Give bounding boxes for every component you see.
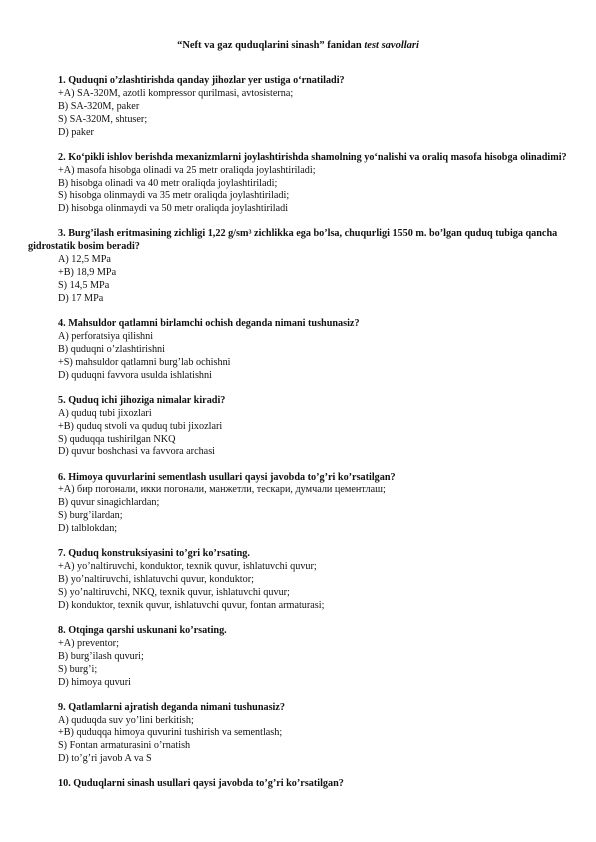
- option-2s: S) hisobga olinmaydi va 35 metr oraliqda joylashtiriladi;: [58, 190, 290, 202]
- question-7-text: 7. Quduq konstruksiyasini to’gri ko’rsating.: [58, 548, 250, 560]
- option-2b: B) hisobga olinadi va 40 metr oraliqda joylashtiriladi;: [58, 177, 278, 189]
- option-7d: D) konduktor, texnik quvur, ishlatuvchi quvur, fontan armaturasi;: [58, 599, 325, 611]
- option-2d: D) hisobga olinmaydi va 50 metr oraliqda joylashtiriladi: [58, 203, 289, 215]
- option-4a: A) perforatsiya qilishni: [58, 330, 154, 342]
- question-8: [28, 625, 568, 690]
- option-7a: +A) yo’naltiruvchi, konduktor, texnik quvur, ishlatuvchi quvur;: [58, 561, 317, 573]
- option-4s: +S) mahsuldor qatlamni burg’lab ochishni: [58, 356, 231, 368]
- question-4-text: 4. Mahsuldor qatlamni birlamchi ochish deganda nimani tushunasiz?: [58, 318, 360, 330]
- question-10: [28, 778, 568, 791]
- option-6s: S) burg’ilardan;: [58, 510, 123, 522]
- option-5a: A) quduq tubi jixozlari: [58, 407, 152, 419]
- option-8b: B) burg’ilash quvuri;: [58, 650, 144, 662]
- option-9b: +B) quduqqa himoya quvurini tushirish va sementlash;: [58, 727, 283, 739]
- option-2a: +A) masofa hisobga olinadi va 25 metr oraliqda joylashtiriladi;: [58, 164, 316, 176]
- option-4d: D) quduqni favvora usulda ishlatishni: [58, 369, 212, 381]
- question-8-text: 8. Otqinga qarshi uskunani ko’rsating.: [58, 624, 227, 636]
- question-3: [28, 228, 568, 305]
- question-4: [28, 318, 568, 383]
- question-9: [28, 702, 568, 767]
- question-list: [28, 75, 568, 803]
- option-8s: S) burg’i;: [58, 663, 98, 675]
- question-2: [28, 152, 568, 217]
- option-8a: +A) preventor;: [58, 637, 119, 649]
- option-7b: B) yo’naltiruvchi, ishlatuvchi quvur, konduktor;: [58, 574, 254, 586]
- question-3-text: 3. Burg’ilash eritmasining zichligi 1,22 g/sm³ zichlikka ega bo’lsa, chuqurligi 1550 m. bo’lgan quduq tubiga qancha gidrostatik bosim beradi?: [28, 228, 558, 253]
- option-6d: D) talblokdan;: [58, 523, 118, 535]
- option-3s: S) 14,5 MPa: [58, 280, 110, 292]
- question-6: [28, 472, 568, 537]
- option-7s: S) yo’naltiruvchi, NKQ, texnik quvur, ishlatuvchi quvur;: [58, 586, 290, 598]
- option-1b: B) SA-320M, paker: [58, 100, 140, 112]
- question-7: [28, 548, 568, 613]
- option-4b: B) quduqni o’zlashtirishni: [58, 343, 165, 355]
- option-6b: B) quvur sinagichlardan;: [58, 497, 160, 509]
- question-9-text: 9. Qatlamlarni ajratish deganda nimani tushunasiz?: [58, 701, 285, 713]
- option-3b: +B) 18,9 MPa: [58, 267, 117, 279]
- option-6a: +A) бир погонали, икки погонали, манжетли, тескари, думчали цементлаш;: [58, 484, 386, 496]
- option-9a: A) quduqda suv yo’lini berkitish;: [58, 714, 194, 726]
- option-5s: S) quduqqa tushirilgan NKQ: [58, 433, 176, 445]
- title-italic: test savollari: [364, 40, 419, 51]
- option-1d: D) paker: [58, 126, 94, 138]
- title-main: “Neft va gaz quduqlarini sinash” fanidan: [177, 40, 365, 51]
- option-8d: D) himoya quvuri: [58, 676, 131, 688]
- question-1-text: 1. Quduqni o’zlashtirishda qanday jihozlar yer ustiga o‘rnatiladi?: [58, 75, 345, 86]
- option-3d: D) 17 MPa: [58, 292, 104, 304]
- question-10-text: 10. Quduqlarni sinash usullari qaysi javobda to’g’ri ko’rsatilgan?: [58, 778, 344, 790]
- option-9s: S) Fontan armaturasini o’rnatish: [58, 740, 191, 752]
- question-6-text: 6. Himoya quvurlarini sementlash usullari qaysi javobda to’g’ri ko’rsatilgan?: [58, 471, 396, 483]
- option-5b: +B) quduq stvoli va quduq tubi jixozlari: [58, 420, 223, 432]
- option-1s: S) SA-320M, shtuser;: [58, 113, 148, 125]
- option-9d: D) to’g’ri javob A va S: [58, 753, 152, 765]
- option-1a: +A) SA-320M, azotli kompressor qurilmasi, avtosisterna;: [58, 87, 294, 99]
- question-2-text: 2. Ko‘pikli ishlov berishda mexanizmlarni joylashtirishda shamolning yo‘nalishi va oraliq masofa hisobga olinadimi?: [58, 151, 567, 163]
- question-1: [28, 75, 568, 140]
- option-3a: A) 12,5 MPa: [58, 254, 111, 266]
- document-title: [0, 40, 596, 51]
- question-5-text: 5. Quduq ichi jihoziga nimalar kiradi?: [58, 394, 226, 406]
- question-5: [28, 395, 568, 460]
- option-5d: D) quvur boshchasi va favvora archasi: [58, 446, 216, 458]
